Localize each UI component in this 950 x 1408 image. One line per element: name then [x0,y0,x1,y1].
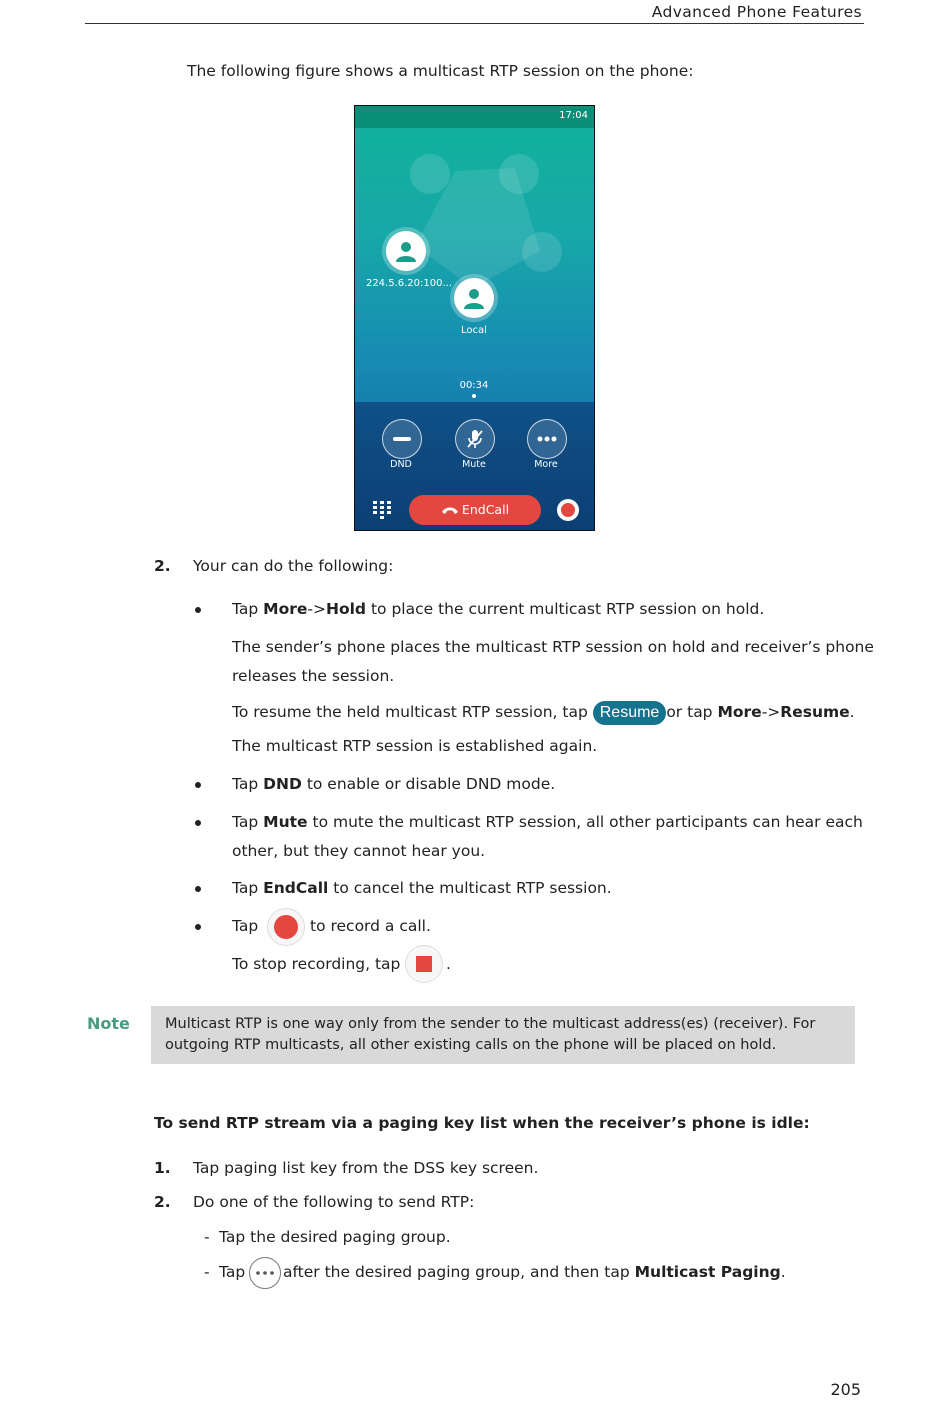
hangup-icon [441,505,459,515]
endcall-button[interactable] [409,495,541,525]
sub-dash: - [204,1263,210,1281]
hold-description: releases the session. [232,667,395,685]
resume-instruction: To resume the held multicast RTP session, tap Resume or tap More->Resume. [232,698,855,726]
page-number: 205 [830,1380,861,1399]
local-avatar [454,278,494,318]
record-call-icon [267,908,305,946]
step-number: 2. [154,1193,171,1211]
step-number: 2. [154,557,171,575]
bullet [195,607,201,613]
bullet [195,820,201,826]
intro-text: The following figure shows a multicast RTP session on the phone: [187,62,694,80]
phone-screenshot [354,105,595,531]
mic-off-icon [464,428,486,450]
mute-instruction: Tap Mute to mute the multicast RTP session, all other participants can hear each [232,813,863,831]
bullet [195,886,201,892]
page-indicator [472,394,476,398]
call-duration: 00:34 [459,380,489,391]
endcall-label: EndCall [461,502,510,517]
mute-button[interactable] [455,419,495,459]
remote-label: 224.5.6.20:100... [365,278,453,289]
record-button[interactable] [557,499,579,521]
bullet [195,782,201,788]
sub-dash: - [204,1228,210,1246]
step-text: Your can do the following: [193,557,394,575]
phone-time: 17:04 [559,110,588,121]
record-instruction: to record a call. [310,917,431,935]
stop-tap-text: To stop recording, tap [232,955,401,973]
dnd-label: DND [390,459,412,470]
more-label: More [534,459,558,470]
step-text: Do one of the following to send RTP: [193,1193,475,1211]
sub-step-tap: Tap [219,1263,246,1281]
sub-step-text: Tap the desired paging group. [219,1228,451,1246]
stop-period: . [446,955,451,973]
local-label: Local [461,325,487,336]
step-number: 1. [154,1159,171,1177]
record-tap-text: Tap [232,917,259,935]
note-label: Note [87,1014,130,1033]
keypad-icon[interactable] [372,500,392,520]
dnd-button[interactable] [382,419,422,459]
person-icon [394,239,418,263]
person-icon [462,286,486,310]
section-heading: To send RTP stream via a paging key list when the receiver’s phone is idle: [154,1114,810,1132]
sub-step-text: after the desired paging group, and then tap Multicast Paging. [283,1263,786,1281]
more-button[interactable] [527,419,567,459]
empty-slot [499,154,539,194]
ellipsis-icon [536,428,558,450]
header-rule [85,23,864,24]
step-text: Tap paging list key from the DSS key screen. [193,1159,539,1177]
remote-avatar [386,231,426,271]
record-icon [561,503,575,517]
endcall-instruction: Tap EndCall to cancel the multicast RTP session. [232,879,612,897]
stop-recording-icon [405,945,443,983]
mute-description: other, but they cannot hear you. [232,842,486,860]
established-text: The multicast RTP session is established again. [232,737,598,755]
resume-button[interactable]: Resume [593,701,667,725]
empty-slot [410,154,450,194]
empty-slot [522,232,562,272]
minus-icon [391,428,413,450]
hold-description: The sender’s phone places the multicast RTP session on hold and receiver’s phone [232,638,874,656]
ellipsis-icon [249,1257,281,1289]
dnd-instruction: Tap DND to enable or disable DND mode. [232,775,556,793]
bullet [195,924,201,930]
hold-instruction: Tap More->Hold to place the current multicast RTP session on hold. [232,600,765,618]
header-title: Advanced Phone Features [651,3,862,21]
mute-label: Mute [462,459,486,470]
note-text: Multicast RTP is one way only from the sender to the multicast address(es) (receiver). For outgoing RTP multicasts, all other existing calls on the phone will be placed on hold. [165,1016,816,1053]
